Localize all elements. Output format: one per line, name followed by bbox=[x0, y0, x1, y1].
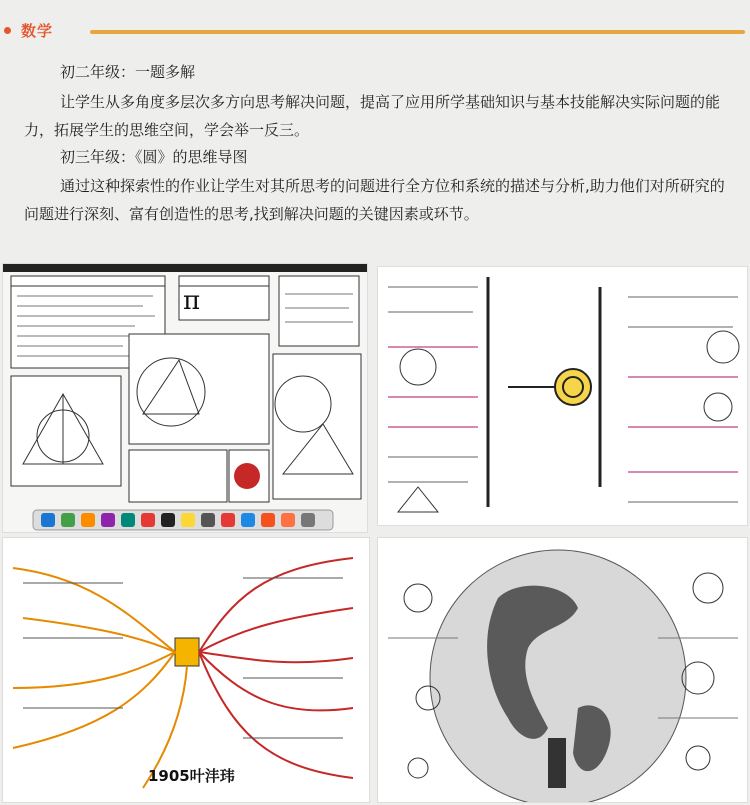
photo-orange-mindmap bbox=[2, 537, 370, 803]
grade3-heading: 初三年级：《圆》的思维导图 bbox=[60, 148, 248, 166]
photo-circle-mindmap bbox=[377, 266, 748, 526]
photo-globe-drawing bbox=[377, 537, 748, 803]
header-divider bbox=[90, 30, 745, 34]
student-label: 1905叶沣玮 bbox=[148, 767, 235, 785]
orange-mindmap-sketch bbox=[3, 538, 369, 802]
section-header bbox=[0, 0, 750, 62]
grade3-body: 通过这种探索性的作业让学生对其所思考的问题进行全方位和系统的描述与分析,助力他们对所研究的问题进行深刻、富有创造性的思考,找到解决问题的关键因素或环节。 bbox=[24, 177, 725, 223]
section-title: 数学 bbox=[21, 22, 54, 40]
photo-computer-screen-drawing bbox=[2, 263, 368, 533]
pi-symbol: π bbox=[183, 286, 201, 316]
bullet-dot-icon bbox=[4, 27, 11, 34]
grade2-body: 让学生从多角度多层次多方向思考解决问题，提高了应用所学基础知识与基本技能解决实际问题的能力，拓展学生的思维空间，学会举一反三。 bbox=[24, 93, 721, 139]
globe-sketch bbox=[378, 538, 747, 802]
mindmap-sketch bbox=[378, 267, 747, 525]
grade2-heading: 初二年级：一题多解 bbox=[60, 63, 196, 81]
